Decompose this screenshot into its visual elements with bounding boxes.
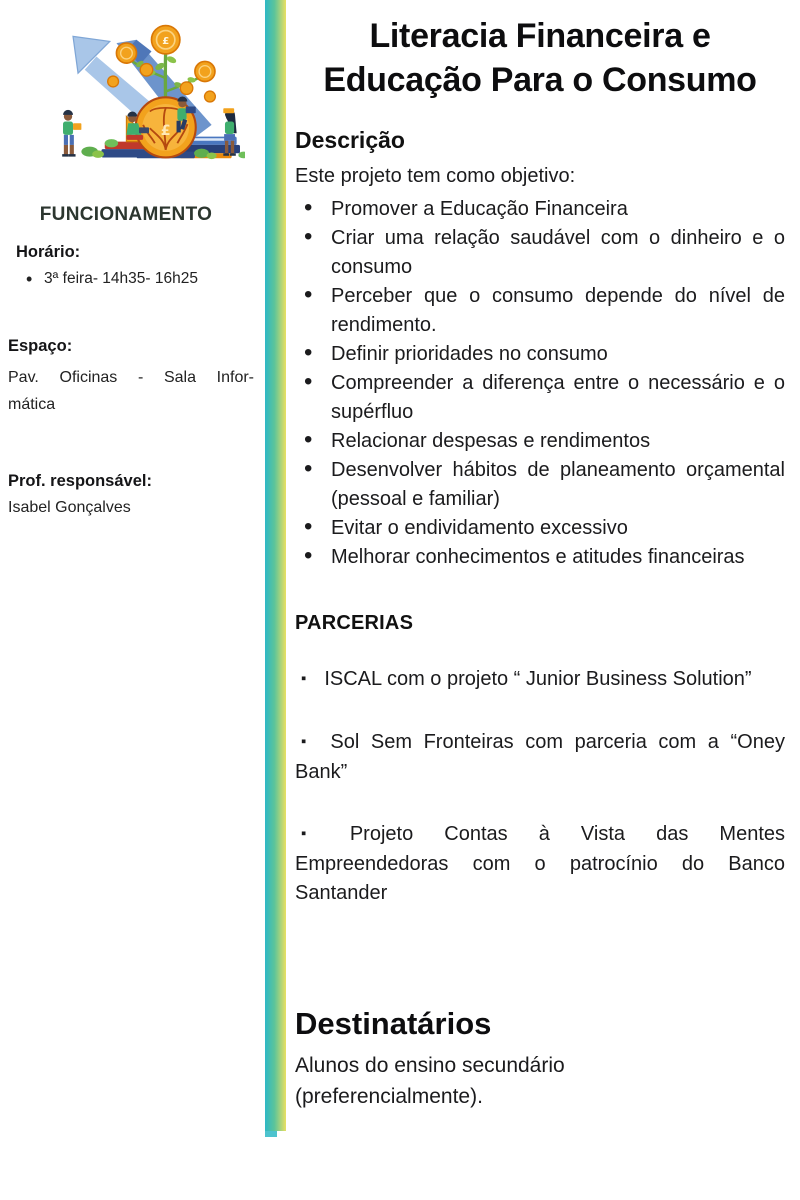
space-block: [8, 337, 254, 418]
schedule-label: Horário:: [16, 243, 81, 261]
finance-growth-illustration: [53, 18, 245, 160]
sidebar-heading: FUNCIONAMENTO: [39, 204, 213, 225]
objectives-list: [295, 195, 785, 572]
page-title-line1: Literacia Financeira e: [369, 17, 711, 55]
sidebar: [0, 0, 265, 1200]
audience-line1: Alunos do ensino secundário: [295, 1054, 565, 1077]
gradient-divider-bar: [265, 0, 286, 1131]
person-figure-left: [62, 110, 81, 157]
objective-item: • Melhorar conhecimentos e atitudes financeiras: [295, 543, 785, 572]
objective-item: • Relacionar despesas e rendimentos: [295, 427, 785, 456]
partnerships-list: [295, 665, 785, 908]
svg-text:£: £: [160, 122, 171, 139]
partnerships-section: [295, 612, 785, 941]
schedule-list: [16, 270, 248, 288]
description-heading: Descrição: [295, 127, 405, 153]
teacher-label: Prof. responsável:: [8, 472, 152, 490]
page-title: [293, 14, 787, 102]
audience-section: [295, 1006, 785, 1112]
objective-item: • Promover a Educação Financeira: [295, 195, 785, 224]
partnership-item: ▪ ISCAL com o projeto “ Junior Business Solution”: [295, 665, 785, 695]
partnership-item: ▪ Projeto Contas à Vista das Mentes Empreendedoras com o patrocínio do Banco Santander: [295, 820, 785, 908]
schedule-block: [16, 243, 248, 288]
partnerships-heading: PARCERIAS: [295, 612, 414, 634]
objective-item: • Desenvolver hábitos de planeamento orçamental (pessoal e familiar): [295, 456, 785, 514]
audience-line2: (preferencialmente).: [295, 1085, 483, 1108]
objective-item: • Definir prioridades no consumo: [295, 340, 785, 369]
space-value-line1: Pav. Oficinas - Sala Infor-: [8, 369, 254, 386]
partnership-item: ▪ Sol Sem Fronteiras com parceria com a “Oney Bank”: [295, 728, 785, 787]
space-value-line2: mática: [8, 396, 56, 413]
gradient-divider-bar-end: [265, 1131, 277, 1137]
schedule-item: • 3ª feira- 14h35- 16h25: [16, 270, 248, 288]
objective-item: • Evitar o endividamento excessivo: [295, 514, 785, 543]
objective-item: • Perceber que o consumo depende do nível de rendimento.: [295, 282, 785, 340]
page-title-line2: Educação Para o Consumo: [323, 61, 757, 99]
space-label: Espaço:: [8, 337, 73, 355]
description-section: [295, 127, 785, 572]
description-intro: Este projeto tem como objetivo:: [295, 165, 576, 187]
teacher-block: [8, 472, 254, 517]
teacher-value: Isabel Gonçalves: [8, 499, 131, 516]
svg-text:£: £: [162, 35, 170, 47]
objective-item: • Compreender a diferença entre o necessário e o supérfluo: [295, 369, 785, 427]
audience-heading: Destinatários: [295, 1006, 492, 1041]
objective-item: • Criar uma relação saudável com o dinheiro e o consumo: [295, 224, 785, 282]
